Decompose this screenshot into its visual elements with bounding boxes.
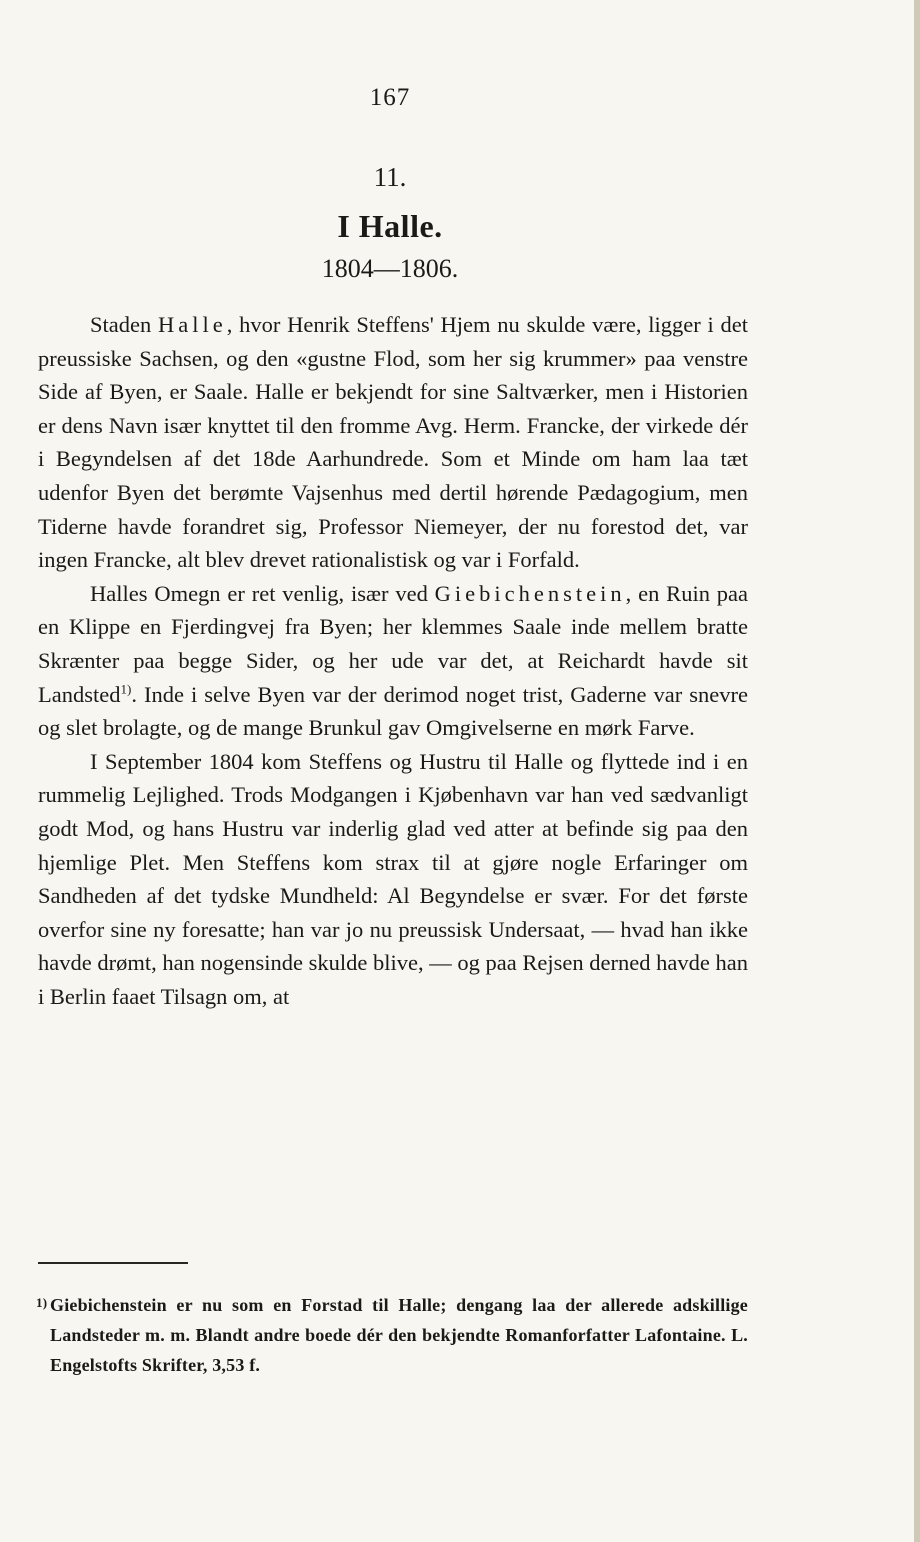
paragraph-2-text-a: Halles Omegn er ret venlig, især ved <box>90 580 435 606</box>
footnote-divider <box>38 1262 188 1264</box>
paragraph-2 <box>38 577 748 745</box>
chapter-title: I Halle. <box>337 208 443 244</box>
paragraph-1-text-b: , hvor Henrik Steffens' Hjem nu skulde være, ligger i det preussiske Sachsen, og den «gustne Flod, som her sig krummer» paa venstre Side af Byen, er Saale. Halle er bekjendt for sine Saltværker, men i Historien er dens Navn især knyttet til den fromme Avg. Herm. Francke, der virkede dér i Begyndelsen af det 18de Aarhundrede. Som et Minde om ham laa tæt udenfor Byen det berømte Vajsenhus med dertil hørende Pædagogium, men Tiderne havde forandret sig, Professor Niemeyer, der nu forestod det, var ingen Francke, alt blev drevet rationalistisk og var i Forfald. <box>38 312 748 573</box>
footnote-reference[interactable]: 1) <box>120 681 132 697</box>
chapter-dates: 1804—1806. <box>321 254 459 283</box>
spaced-word-giebichenstein: Giebichenstein <box>434 580 626 606</box>
spaced-word-halle: Halle <box>158 312 227 337</box>
paragraph-1-text-a: Staden <box>90 312 159 337</box>
page-number: 167 <box>369 84 411 111</box>
paragraph-2-text-c: . Inde i selve Byen var der derimod noget trist, Gaderne var snevre og slet brolagte, og de mange Brunkul gav Omgivelserne en mørk Farve. <box>38 681 748 741</box>
footnote-mark: 1) <box>36 1295 48 1310</box>
body-text <box>38 308 748 1013</box>
footnote-text: Giebichenstein er nu som en Forstad til Halle; dengang laa der allerede adskillige Landsteder m. m. Blandt andre boede dér den bekjendte Romanforfatter Lafontaine. L. Engelstofts Skrifter, 3,53 f. <box>50 1295 748 1375</box>
paragraph-3: I September 1804 kom Steffens og Hustru til Halle og flyttede ind i en rummelig Lejlighed. Trods Modgangen i Kjøbenhavn var han ved sædvanligt godt Mod, og hans Hustru var inderlig glad ved atter at befinde sig paa den hjemlige Plet. Men Steffens kom strax til at gjøre nogle Erfaringer om Sandheden af det tydske Mundheld: Al Begyndelse er svær. For det første overfor sine ny foresatte; han var jo nu preussisk Undersaat, — hvad han ikke havde drømt, han nogensinde skulde blive, — og paa Rejsen derned havde han i Berlin faaet Tilsagn om, at <box>38 748 748 1009</box>
paragraph-2-text-b: , en Ruin paa en Klippe en Fjerdingvej fra Byen; her klemmes Saale inde mellem bratte Skrænter paa begge Sider, og her ude var det, at Reichardt havde sit Landsted <box>38 580 749 707</box>
paragraph-1 <box>38 308 748 577</box>
footnote <box>36 1290 748 1380</box>
chapter-number: 11. <box>373 162 407 192</box>
